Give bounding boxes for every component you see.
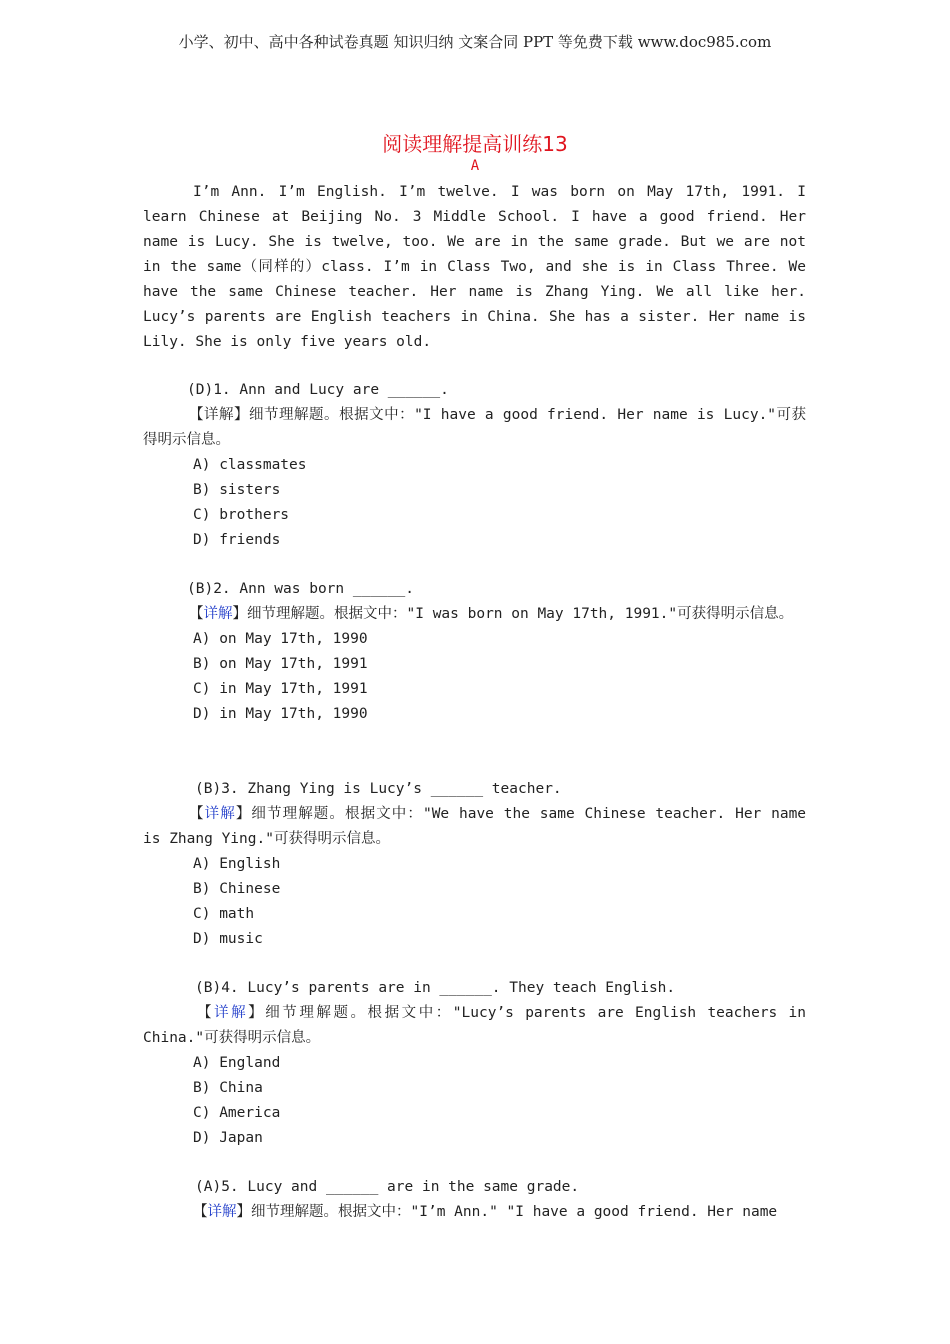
explanation-text: 细节理解题。根据文中："We have the same Chinese teacher. Her name is Zhang Ying."可获得明示信息。 xyxy=(143,806,807,847)
option-b: B) Chinese xyxy=(193,881,281,897)
option-d: D) Japan xyxy=(193,1130,263,1146)
option-c: C) math xyxy=(193,906,255,922)
question-1 xyxy=(143,378,806,553)
page-header: 小学、初中、高中各种试卷真题 知识归纳 文案合同 PPT 等免费下载 www.doc985.com xyxy=(178,33,772,51)
reading-passage: I’m Ann. I’m English. I’m twelve. I was born on May 17th, 1991. I learn Chinese at Beijing No. 3 Middle School. I have a good friend. Her name is Lucy. She is twelve, too. We are in the same grade. But we are not in the same（同样的）class. I’m in Class Two, and she is in Class Three. We have the same Chinese teacher. Her name is Zhang Ying. We all like her. Lucy’s parents are English teachers in China. She has a sister. Her name is Lily. She is only five years old. xyxy=(143,184,806,350)
question-explanation xyxy=(143,1200,806,1225)
explanation-label: 详解 xyxy=(207,1204,237,1220)
label-open: 【 xyxy=(189,407,205,423)
label-open: 【 xyxy=(189,606,204,622)
question-4 xyxy=(143,976,806,1151)
option-d: D) in May 17th, 1990 xyxy=(193,706,368,722)
section-label: A xyxy=(470,158,480,174)
explanation-label: 详解 xyxy=(214,1005,249,1021)
option-c: C) in May 17th, 1991 xyxy=(193,681,368,697)
option-a: A) English xyxy=(193,856,281,872)
page-title: 阅读理解提高训练13 xyxy=(382,132,568,156)
question-stem: (A)5. Lucy and ______ are in the same grade. xyxy=(195,1179,580,1195)
question-explanation xyxy=(143,403,806,453)
question-explanation xyxy=(143,602,806,627)
question-explanation xyxy=(143,802,806,852)
label-close: 】 xyxy=(248,1005,266,1021)
question-stem: (D)1. Ann and Lucy are ______. xyxy=(187,382,449,398)
option-b: B) on May 17th, 1991 xyxy=(193,656,368,672)
option-c: C) America xyxy=(193,1105,281,1121)
option-a: A) England xyxy=(193,1055,281,1071)
question-stem: (B)2. Ann was born ______. xyxy=(187,581,414,597)
explanation-text: 细节理解题。根据文中："I have a good friend. Her name is Lucy."可获得明示信息。 xyxy=(143,407,807,448)
option-d: D) friends xyxy=(193,532,281,548)
question-explanation xyxy=(143,1001,806,1051)
explanation-text: 细节理解题。根据文中："I’m Ann." "I have a good friend. Her name xyxy=(251,1204,778,1220)
option-b: B) China xyxy=(193,1080,263,1096)
label-open: 【 xyxy=(197,1005,215,1021)
explanation-label: 详解 xyxy=(204,407,235,423)
question-5 xyxy=(143,1175,806,1225)
explanation-text: 细节理解题。根据文中："Lucy’s parents are English teachers in China."可获得明示信息。 xyxy=(143,1005,807,1046)
explanation-text: 细节理解题。根据文中："I was born on May 17th, 1991."可获得明示信息。 xyxy=(247,606,794,622)
question-stem: (B)3. Zhang Ying is Lucy’s ______ teacher. xyxy=(195,781,562,797)
option-a: A) classmates xyxy=(193,457,307,473)
label-close: 】 xyxy=(234,407,250,423)
option-a: A) on May 17th, 1990 xyxy=(193,631,368,647)
label-open: 【 xyxy=(193,1204,208,1220)
question-2 xyxy=(143,577,806,727)
question-stem: (B)4. Lucy’s parents are in ______. They teach English. xyxy=(195,980,676,996)
label-open: 【 xyxy=(189,806,205,822)
option-c: C) brothers xyxy=(193,507,290,523)
label-close: 】 xyxy=(235,806,252,822)
option-d: D) music xyxy=(193,931,263,947)
question-3 xyxy=(143,777,806,952)
explanation-label: 详解 xyxy=(203,606,233,622)
explanation-label: 详解 xyxy=(204,806,236,822)
label-close: 】 xyxy=(232,606,247,622)
option-b: B) sisters xyxy=(193,482,281,498)
label-close: 】 xyxy=(236,1204,251,1220)
